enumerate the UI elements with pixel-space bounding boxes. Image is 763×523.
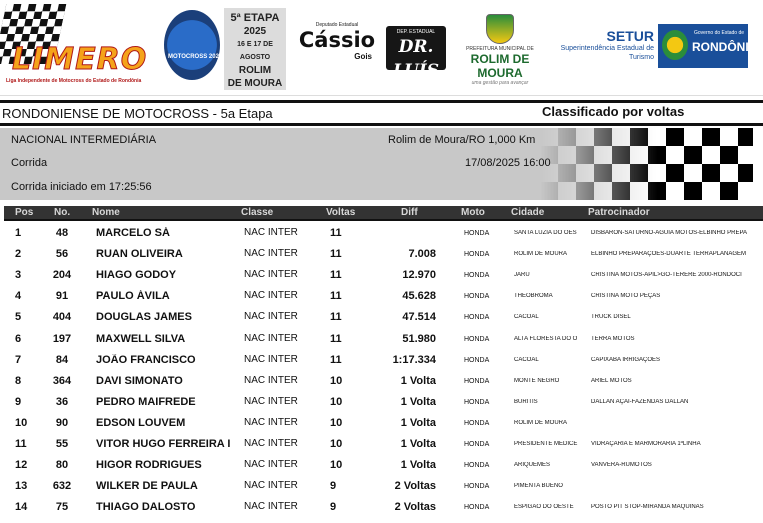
motocross-badge-logo (164, 10, 223, 80)
table-row (0, 392, 763, 413)
cell-pos: 9 (15, 395, 22, 408)
col-sponsor: Patrocinador (588, 207, 650, 218)
cell-city: SANTA LUZIA DO OES (514, 230, 577, 236)
table-row (0, 244, 763, 265)
sponsor-banner (0, 0, 763, 96)
cell-city: PIMENTA BUENO (514, 483, 563, 490)
cell-number: 56 (55, 248, 69, 261)
col-diff: Diff (401, 207, 418, 218)
cell-class: NAC INTER (244, 353, 298, 365)
checkered-flag-icon (540, 128, 753, 200)
cell-class: NAC INTER (244, 269, 298, 281)
cell-moto: HONDA (464, 441, 490, 448)
cell-number: 75 (55, 501, 69, 514)
cell-sponsor: DISBARON-SATURNO-ÁGUIA MOTOS-ELBINHO PREPA (591, 230, 748, 236)
cell-city: MONTE NEGRO (514, 377, 560, 384)
cell-class: NAC INTER (244, 459, 298, 471)
cell-pos: 7 (15, 353, 22, 366)
cell-number: 404 (52, 311, 72, 324)
cell-rider-name: PAULO ÁVILA (96, 290, 170, 303)
cell-moto: HONDA (464, 398, 490, 406)
cell-number: 90 (55, 416, 69, 429)
cell-city: JARU (514, 272, 530, 279)
cell-moto: HONDA (464, 314, 490, 322)
cell-sponsor: VANVERA-RUMOTOS (591, 462, 652, 469)
col-name: Nome (92, 207, 120, 218)
cell-class: NAC INTER (244, 332, 298, 344)
etapa-logo (224, 8, 286, 90)
table-row (0, 413, 763, 434)
cell-moto: HONDA (464, 251, 490, 259)
cell-moto: HONDA (464, 419, 490, 427)
cell-city: CACOAL (514, 356, 539, 363)
cell-moto: HONDA (464, 483, 490, 491)
cell-laps: 10 (330, 416, 343, 429)
cell-number: 204 (52, 269, 72, 282)
cell-diff: 12.970 (402, 269, 436, 282)
cell-sponsor: CRISTINA MOTO PEÇAS (591, 293, 661, 300)
cell-pos: 6 (15, 332, 22, 345)
cassio-sub: Gois (354, 52, 372, 61)
cell-moto: HONDA (464, 293, 490, 301)
cell-moto: HONDA (464, 230, 490, 237)
cell-sponsor: ELBINHO PREPARAÇÕES-DUARTE TERRAPLANAGEM (591, 251, 747, 258)
table-row (0, 350, 763, 371)
col-pos: Pos (15, 207, 34, 218)
cell-laps: 9 (330, 480, 337, 493)
cell-pos: 5 (15, 311, 22, 324)
cell-pos: 2 (15, 248, 22, 261)
cell-pos: 10 (15, 416, 28, 429)
table-row (0, 307, 763, 328)
cell-rider-name: RUAN OLIVEIRA (96, 248, 183, 261)
cell-sponsor: DALLAN AÇAI-FAZENDAS DALLAN (591, 398, 689, 405)
cell-city: ROLIM DE MOURA (514, 419, 568, 426)
race-start-time: Corrida iniciado em 17:25:56 (11, 181, 152, 193)
cell-sponsor: VIDRAÇARIA E MARMORARIA 1ªLINHA (591, 441, 701, 447)
category-name: NACIONAL INTERMEDIÁRIA (11, 134, 157, 146)
luis-name: DR. LUÍS (392, 37, 440, 81)
table-row (0, 286, 763, 307)
cell-rider-name: THIAGO DALOSTO (96, 501, 196, 514)
cell-laps: 10 (330, 374, 343, 387)
cell-diff: 1 Volta (400, 416, 436, 429)
cell-class: NAC INTER (244, 395, 298, 407)
table-row (0, 223, 763, 244)
luis-small: DEP. ESTADUAL (396, 29, 436, 35)
table-row (0, 329, 763, 350)
cell-pos: 14 (15, 501, 28, 514)
cell-sponsor: CRISTINA MOTOS-APIL>GO-TERERÉ 2000-RONDOCI (591, 272, 742, 279)
cell-diff: 47.514 (402, 311, 436, 324)
cell-number: 364 (52, 374, 72, 387)
cell-diff: 45.628 (402, 290, 436, 303)
limero-logo (0, 4, 158, 88)
cell-diff: 1 Volta (400, 438, 436, 450)
cell-moto: HONDA (464, 356, 490, 364)
table-row (0, 476, 763, 497)
cell-laps: 10 (330, 438, 343, 450)
cell-diff: 7.008 (408, 248, 436, 261)
cell-city: CACOAL (514, 314, 539, 321)
limero-tagline: Liga Independente de Motocross do Estado de Rondônia (6, 78, 142, 84)
cell-number: 197 (52, 332, 72, 345)
etapa-line1: 5ª ETAPA (230, 12, 280, 24)
cell-number: 36 (55, 395, 69, 408)
cell-laps: 11 (330, 311, 342, 324)
col-moto: Moto (461, 207, 485, 218)
rolim-name: ROLIM DE MOURA (470, 52, 530, 80)
cassio-logo (296, 22, 378, 78)
cell-sponsor: ARIEL MOTOS (591, 377, 632, 384)
cell-city: ROLIM DE MOURA (514, 251, 568, 258)
cell-diff: 1:17.334 (392, 353, 436, 366)
etapa-line4: ROLIM (238, 65, 272, 76)
rolim-tag: uma gestão para avançar (471, 80, 529, 86)
cell-pos: 12 (15, 459, 28, 472)
cell-number: 80 (55, 459, 69, 472)
cell-class: NAC INTER (244, 290, 298, 302)
cell-moto: HONDA (464, 272, 490, 280)
cell-laps: 11 (330, 269, 342, 282)
setur-name: SETUR (606, 28, 654, 44)
setur-logo (556, 28, 654, 72)
cell-laps: 11 (330, 227, 342, 239)
etapa-line5: DE MOURA (227, 78, 283, 89)
race-info-panel (0, 128, 753, 200)
setur-sub1: Superintendência Estadual de (560, 45, 654, 52)
cell-pos: 8 (15, 374, 22, 387)
cell-diff: 1 Volta (400, 374, 436, 387)
cell-laps: 11 (330, 290, 342, 303)
cell-class: NAC INTER (244, 374, 298, 386)
cell-rider-name: HIAGO GODOY (96, 269, 177, 282)
rolim-small: PREFEITURA MUNICIPAL DE (466, 46, 534, 52)
cell-laps: 11 (330, 248, 342, 261)
results-table-header (4, 206, 763, 221)
crest-icon (486, 14, 514, 44)
race-datetime: 17/08/2025 16:00 (465, 157, 551, 169)
cell-sponsor: POSTO PIT STOP-MIRANDA MÁQUINAS (591, 504, 704, 511)
motocross-badge-text: MOTOCROSS 2025 (168, 54, 223, 60)
cell-rider-name: MAXWELL SILVA (96, 332, 186, 345)
cell-rider-name: MARCELO SÁ (96, 227, 170, 239)
luis-logo (386, 26, 446, 81)
cell-diff: 1 Volta (400, 459, 436, 472)
cassio-small: Deputado Estadual (315, 22, 359, 28)
table-row (0, 371, 763, 392)
classification-mode: Classificado por voltas (542, 104, 685, 119)
title-bar (0, 100, 763, 126)
cell-city: BURITIS (514, 398, 538, 405)
cell-laps: 10 (330, 395, 343, 408)
cell-number: 632 (52, 480, 72, 493)
rondonia-logo (658, 24, 758, 68)
cell-class: NAC INTER (244, 248, 298, 260)
table-row (0, 434, 763, 455)
cell-pos: 4 (15, 290, 22, 303)
table-row (0, 265, 763, 286)
cell-class: NAC INTER (244, 416, 298, 428)
cell-city: THEOBROMA (514, 293, 553, 300)
table-row (0, 455, 763, 476)
cell-rider-name: PEDRO MAIFREDE (96, 395, 196, 408)
cell-diff: 2 Voltas (394, 480, 436, 493)
cell-rider-name: DAVI SIMONATO (96, 374, 183, 387)
rolim-logo (452, 14, 548, 86)
cell-class: NAC INTER (244, 501, 298, 513)
cell-number: 55 (55, 438, 69, 450)
cell-class: NAC INTER (244, 311, 298, 323)
ro-name: RONDÔNIA (692, 40, 758, 54)
cell-pos: 3 (15, 269, 22, 282)
etapa-line2: 2025 (243, 26, 267, 37)
cell-rider-name: HIGOR RODRIGUES (96, 459, 202, 472)
cell-diff: 1 Volta (400, 395, 436, 408)
cell-sponsor: TRUCK DISEL (591, 314, 631, 321)
cell-pos: 13 (15, 480, 28, 493)
event-title: RONDONIENSE DE MOTOCROSS - 5a Etapa (2, 106, 273, 121)
ro-small: Governo do Estado de (694, 30, 745, 36)
setur-sub2: Turismo (628, 54, 654, 61)
cell-pos: 1 (15, 227, 22, 239)
cell-moto: HONDA (464, 377, 490, 385)
table-row (0, 497, 763, 518)
cell-laps: 11 (330, 332, 342, 345)
col-city: Cidade (511, 207, 545, 218)
cell-city: ALTA FLORESTA DO O (514, 335, 578, 342)
col-laps: Voltas (326, 207, 356, 218)
state-seal-icon (662, 30, 688, 60)
race-location: Rolim de Moura/RO 1,000 Km (388, 134, 536, 146)
cell-laps: 11 (330, 353, 342, 366)
cell-pos: 11 (15, 438, 27, 450)
cassio-name: Cássio (298, 28, 376, 52)
cell-laps: 9 (330, 501, 337, 514)
cell-laps: 10 (330, 459, 343, 472)
cell-rider-name: JOÃO FRANCISCO (96, 353, 196, 366)
cell-diff: 2 Voltas (394, 501, 436, 514)
col-num: No. (54, 207, 71, 218)
cell-moto: HONDA (464, 462, 490, 470)
cell-number: 91 (55, 290, 69, 303)
cell-sponsor: CAPIXABA IRRIGAÇÕES (591, 356, 661, 363)
cell-city: ARIQUEMES (514, 462, 551, 469)
cell-number: 84 (55, 353, 69, 366)
cell-class: NAC INTER (244, 480, 298, 492)
session-name: Corrida (11, 157, 48, 169)
cell-rider-name: DOUGLAS JAMES (96, 311, 192, 324)
col-class: Classe (241, 207, 274, 218)
cell-sponsor: TERRA MOTOS (591, 335, 635, 342)
cell-city: ESPIGÃO DO OESTE (514, 504, 574, 511)
cell-rider-name: EDSON LOUVEM (96, 416, 186, 429)
cell-moto: HONDA (464, 335, 490, 343)
cell-moto: HONDA (464, 504, 490, 512)
cell-number: 48 (55, 227, 69, 239)
cell-city: PRESIDENTE MÉDICE (514, 441, 578, 447)
cell-rider-name: VITOR HUGO FERREIRA I (96, 438, 231, 450)
limero-wordmark: LIMERO (12, 42, 148, 77)
etapa-line3: 16 E 17 DE AGOSTO (237, 41, 273, 61)
cell-diff: 51.980 (402, 332, 436, 345)
cell-rider-name: WILKER DE PAULA (96, 480, 198, 493)
cell-class: NAC INTER (244, 227, 298, 238)
cell-class: NAC INTER (244, 438, 298, 449)
